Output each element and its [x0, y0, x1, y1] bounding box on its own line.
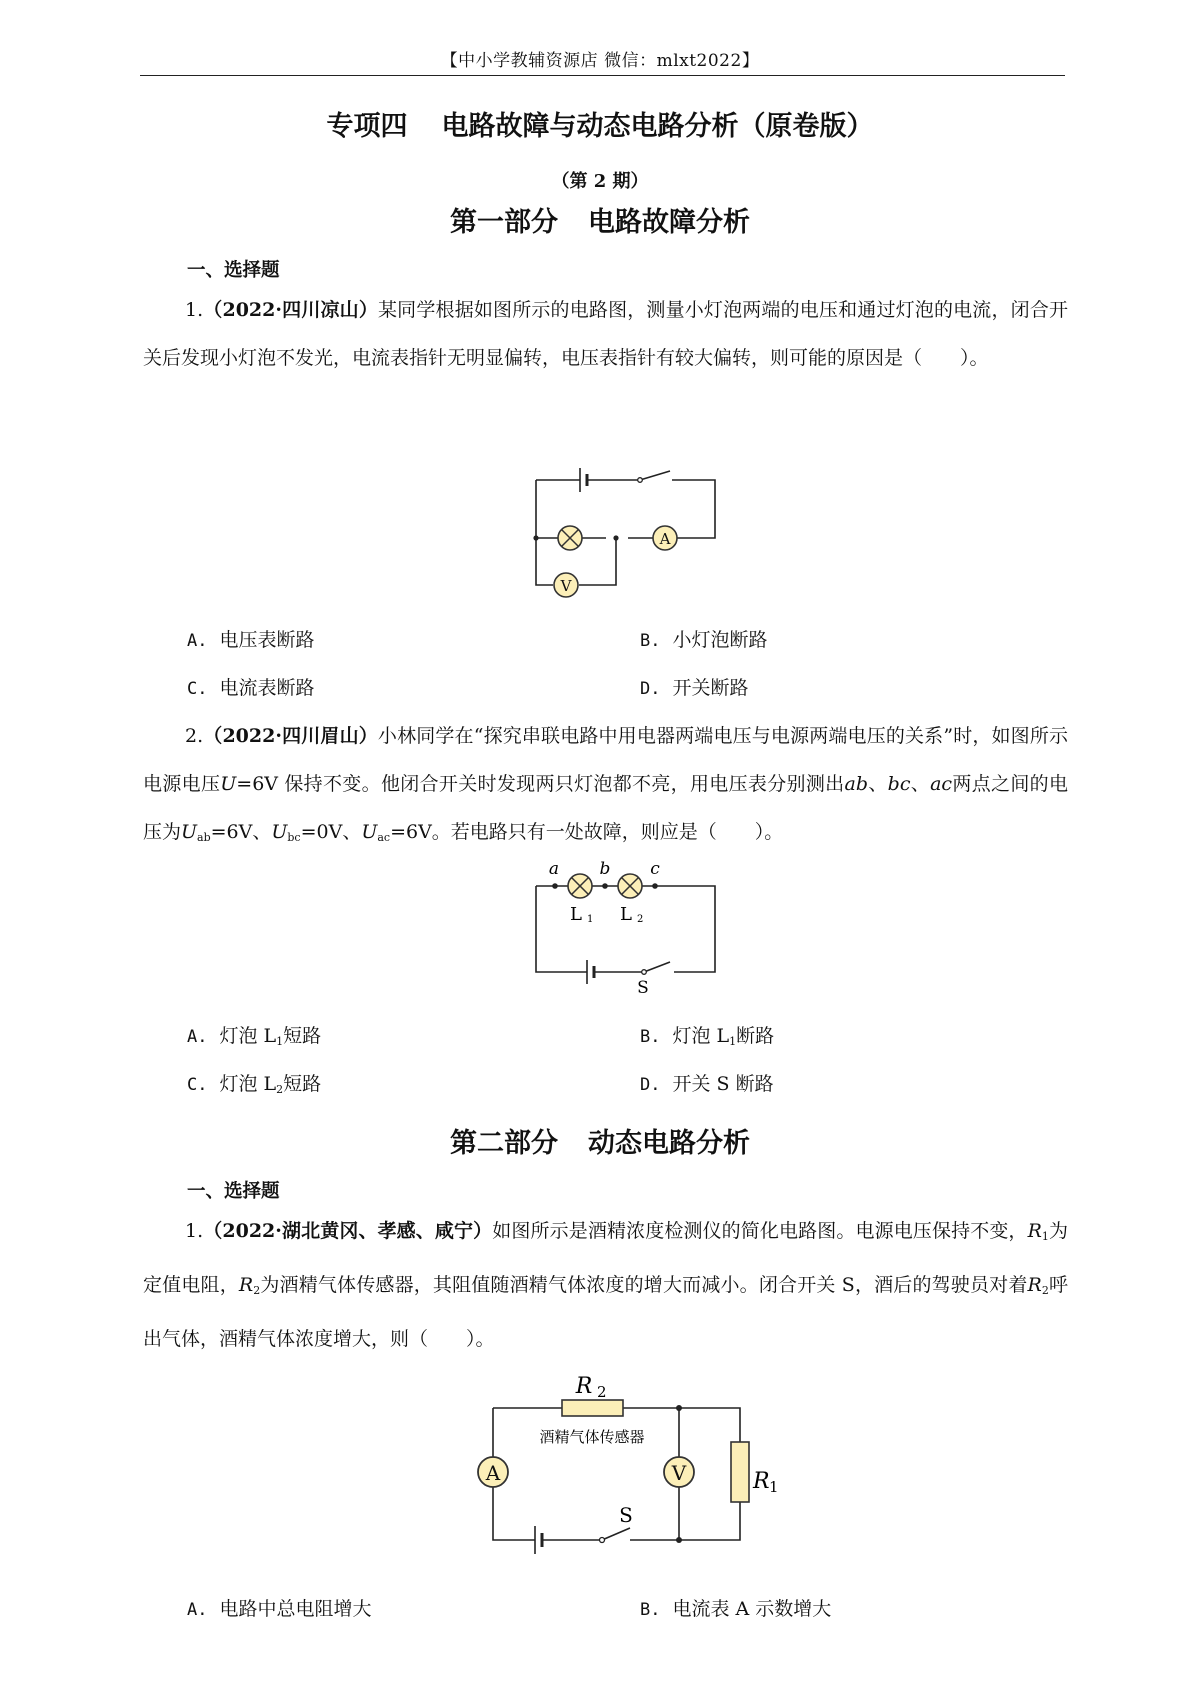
p2-q1-ammeter-icon [478, 1457, 508, 1487]
separator: 、 [868, 773, 888, 795]
part-two-title-b: 动态电路分析 [588, 1128, 750, 1159]
option-text: 灯泡 L [672, 1025, 730, 1047]
part-two-section-heading: 一、选择题 [187, 1181, 280, 1202]
part-two-title-a: 第二部分 [450, 1128, 558, 1159]
p1-q2-l2-label: L [620, 904, 632, 925]
var-r1: R [1027, 1220, 1042, 1242]
option-letter: D. [640, 1075, 661, 1095]
option-letter: B. [640, 1027, 661, 1047]
p1-q2-number: 2. [185, 725, 204, 747]
p2-q1-circuit-diagram [460, 1362, 779, 1552]
option-letter: B. [640, 631, 661, 651]
option-text: 电路中总电阻增大 [219, 1598, 372, 1620]
p1-q2-point-c-label: c [650, 859, 660, 879]
option-text: 灯泡 L [219, 1025, 277, 1047]
option-letter: D. [640, 679, 661, 699]
p2-q1-source: （2022·湖北黄冈、孝感、咸宁） [203, 1220, 493, 1242]
p2-q1-number: 1. [185, 1220, 204, 1242]
p1-q1-number: 1. [185, 299, 204, 321]
p1-q2-point-a-label: a [548, 859, 560, 879]
p1-q1-ammeter-label: A [659, 530, 671, 548]
p1-q2-switch-label: S [637, 978, 649, 998]
option-text: 电流表 A 示数增大 [672, 1598, 832, 1620]
p1-q2-option-a[interactable] [187, 1021, 321, 1048]
p1-q2-option-c[interactable] [187, 1069, 321, 1096]
p2-q1-r1-subscript: 1 [769, 1478, 779, 1496]
option-tail: 短路 [283, 1073, 322, 1095]
p1-q2-body-6: =6V。若电路只有一处故障，则应是（ ）。 [390, 821, 784, 843]
var-ac: ac [930, 773, 953, 795]
p2-q1-r2-subscript: 2 [597, 1383, 607, 1401]
var-r2: R [1027, 1274, 1042, 1296]
p1-q1-option-d[interactable] [640, 673, 749, 700]
option-letter: A. [187, 631, 208, 651]
p2-q1-voltmeter-label: V [671, 1461, 687, 1485]
title-part-1: 专项四 [326, 111, 408, 142]
p1-q1-option-b[interactable] [640, 625, 768, 652]
option-letter: A. [187, 1600, 208, 1620]
p2-q1-r1-label: R [753, 1469, 770, 1494]
p1-q2-option-b[interactable] [640, 1021, 774, 1048]
u-ac-subscript: ac [377, 831, 391, 844]
r1-subscript: 1 [1041, 1230, 1049, 1243]
header-note: 【中小学教辅资源店 微信：mlxt2022】 [440, 51, 760, 71]
var-ab: ab [844, 773, 869, 795]
p1-q2-body-5: =0V、 [300, 821, 362, 843]
var-u: U [181, 821, 198, 843]
p1-q1-option-a[interactable] [187, 625, 315, 652]
header-rule [140, 75, 1065, 76]
p2-q1-switch-label: S [619, 1503, 633, 1527]
var-r2: R [238, 1274, 254, 1296]
document-title [0, 104, 1200, 143]
part-one-title [0, 200, 1200, 239]
p1-q2-source: （2022·四川眉山） [203, 725, 378, 747]
p1-q2-l1-label: L [570, 904, 582, 925]
p1-q1-ammeter-icon [653, 526, 677, 550]
p1-q2-circuit-diagram [530, 859, 730, 998]
option-letter: A. [187, 1027, 208, 1047]
p2-q1-body-2: 为定值电阻， [143, 1220, 1068, 1296]
p2-q1-body-1: 如图所示是酒精浓度检测仪的简化电路图。电源电压保持不变， [492, 1220, 1028, 1242]
p2-q1-sensor-label: 酒精气体传感器 [539, 1428, 645, 1446]
option-subscript: 2 [276, 1083, 284, 1096]
option-letter: B. [640, 1600, 661, 1620]
var-u: U [220, 773, 237, 795]
var-u: U [361, 821, 378, 843]
p2-q1-body-3: 为酒精气体传感器，其阻值随酒精气体浓度的增大而减小。闭合开关 S，酒后的驾驶员对着 [260, 1274, 1028, 1296]
part-two-title [0, 1121, 1200, 1160]
r2-subscript: 2 [1041, 1284, 1049, 1297]
u-bc-subscript: bc [287, 831, 301, 844]
p1-q1-voltmeter-icon [554, 573, 578, 597]
option-text: 开关 S 断路 [672, 1073, 774, 1095]
p1-q1-voltmeter-label: V [560, 577, 572, 595]
p1-q2-body-3: 两点之间的电压为 [143, 773, 1068, 843]
var-bc: bc [887, 773, 911, 795]
u-ab-subscript: ab [197, 831, 211, 844]
p1-q2-body-4: =6V、 [210, 821, 272, 843]
title-part-2: 电路故障与动态电路分析（原卷版） [441, 111, 874, 142]
p1-q2-l1-subscript: 1 [587, 914, 594, 925]
option-text: 灯泡 L [219, 1073, 277, 1095]
p1-q2-lamp-l2-icon [618, 874, 642, 898]
p1-q1-lamp-icon [558, 526, 582, 550]
issue-label: （第 2 期） [551, 171, 649, 192]
p2-q1-option-a[interactable] [187, 1594, 372, 1621]
p2-q1-text [143, 1207, 1068, 1363]
p2-q1-option-b[interactable] [640, 1594, 831, 1621]
p2-q1-voltmeter-icon [664, 1457, 694, 1487]
part-one-title-a: 第一部分 [450, 207, 558, 238]
r2-subscript: 2 [253, 1284, 261, 1297]
p2-q1-body-4: 呼出气体，酒精气体浓度增大，则（ ）。 [143, 1274, 1068, 1350]
option-tail: 断路 [736, 1025, 775, 1047]
p1-q2-lamp-l1-icon [568, 874, 592, 898]
option-text: 开关断路 [672, 677, 749, 699]
var-u: U [271, 821, 288, 843]
separator: 、 [910, 773, 931, 795]
p1-q1-body: 某同学根据如图所示的电路图，测量小灯泡两端的电压和通过灯泡的电流，闭合开关后发现小灯泡不发光，电流表指针无明显偏转，电压表指针有较大偏转，则可能的原因是（ ）。 [143, 299, 1068, 369]
option-text: 小灯泡断路 [672, 629, 768, 651]
p1-q1-source: （2022·四川凉山） [203, 299, 379, 321]
p1-q1-option-c[interactable] [187, 673, 315, 700]
p1-q1-text [143, 286, 1068, 382]
option-letter: C. [187, 679, 208, 699]
p2-q1-resistor-r1-icon [731, 1442, 749, 1502]
option-text: 电流表断路 [219, 677, 315, 699]
option-tail: 短路 [283, 1025, 322, 1047]
p2-q1-resistor-r2-icon [562, 1400, 623, 1416]
p1-q2-l2-subscript: 2 [637, 914, 644, 925]
p1-q2-point-b-label: b [599, 859, 611, 879]
p1-q2-body-1: 小林同学在“探究串联电路中用电器两端电压与电源两端电压的关系”时，如图所示电源电压 [143, 725, 1068, 795]
option-text: 电压表断路 [219, 629, 315, 651]
p2-q1-r2-label: R [575, 1374, 593, 1399]
part-one-title-b: 电路故障分析 [588, 207, 750, 238]
part-one-section-heading: 一、选择题 [187, 260, 280, 281]
option-letter: C. [187, 1075, 208, 1095]
p1-q2-body-2: =6V 保持不变。他闭合开关时发现两只灯泡都不亮，用电压表分别测出 [236, 773, 845, 795]
p1-q2-text [143, 712, 1068, 862]
p1-q1-circuit-diagram [530, 460, 730, 610]
option-subscript: 1 [276, 1035, 284, 1048]
option-subscript: 1 [729, 1035, 737, 1048]
p1-q2-option-d[interactable] [640, 1069, 774, 1096]
p2-q1-ammeter-label: A [485, 1461, 501, 1485]
